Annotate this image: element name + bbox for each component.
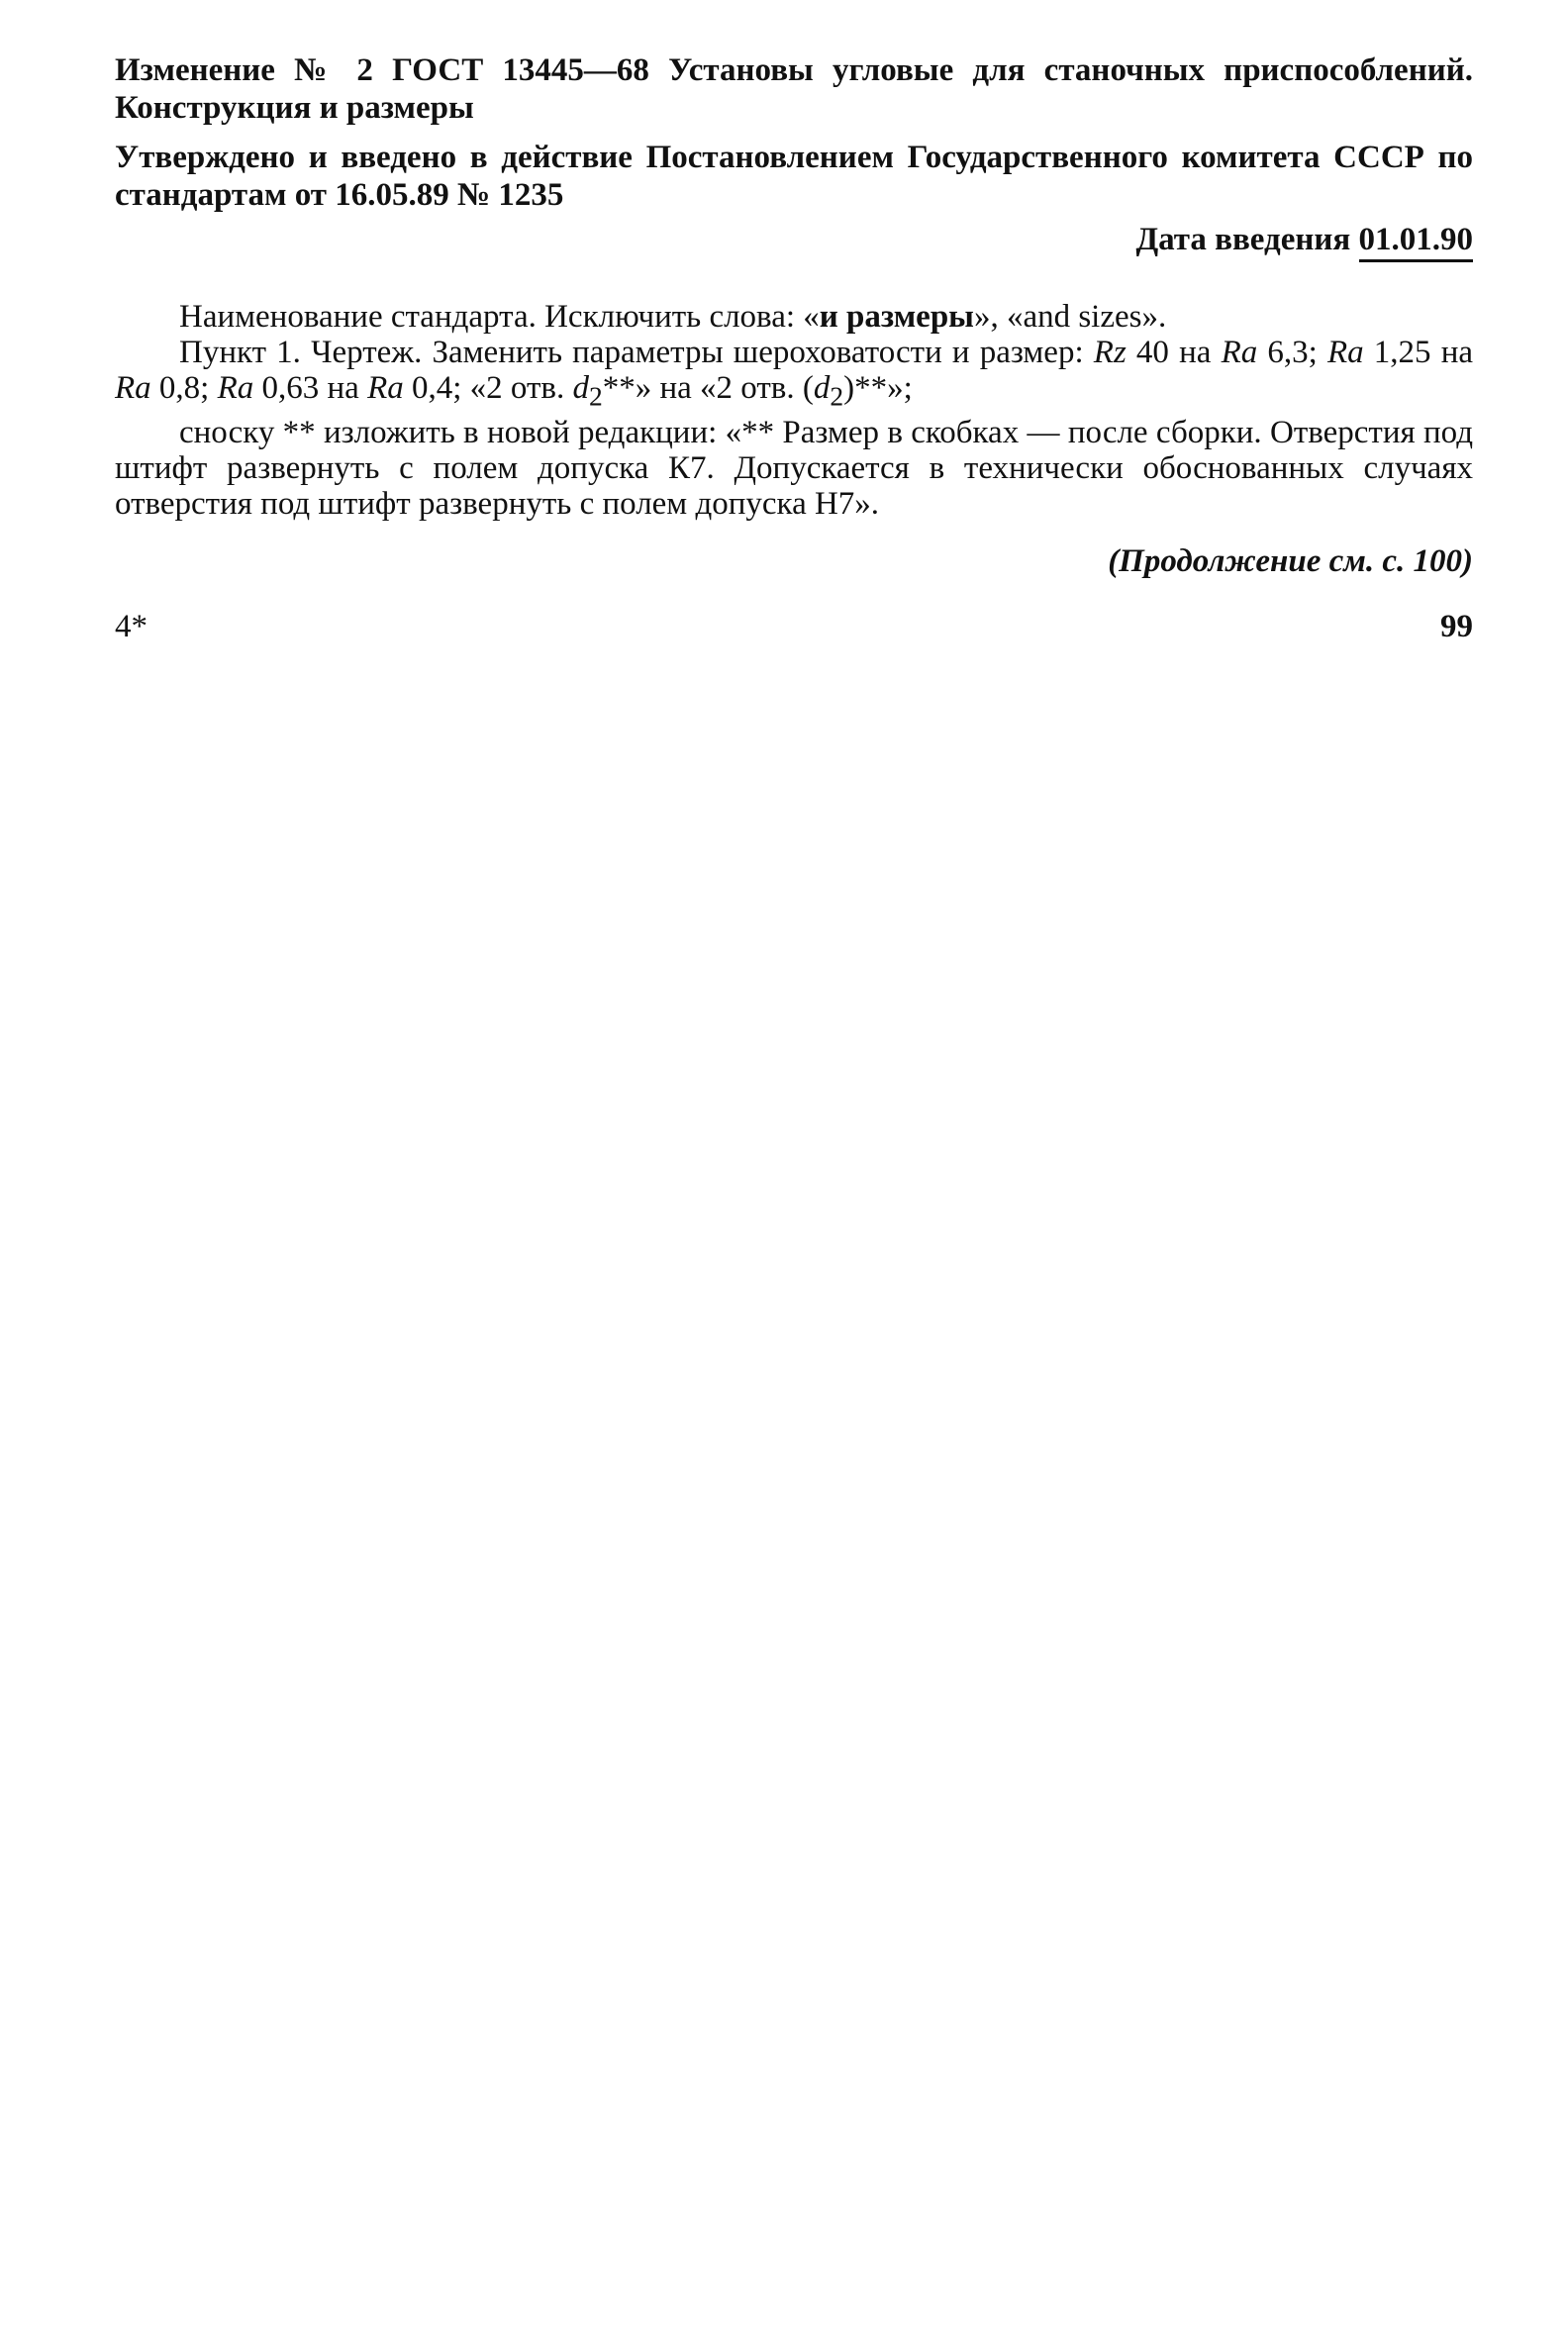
paragraph-item-1: [115, 335, 1473, 415]
symbol-d: d: [813, 370, 831, 406]
symbol-rz: Rz: [1093, 335, 1127, 370]
page-footer: [115, 607, 1473, 650]
paragraph-text: », «and sizes: [973, 299, 1142, 335]
subscript: 2: [589, 380, 603, 412]
paragraph-text: 0,63 на: [253, 370, 368, 406]
approval-statement: Утверждено и введено в действие Постановлением Государственного комитета СССР по стандартам от 16.05.89 № 1235: [115, 140, 1473, 213]
paragraph-title-change: [115, 299, 1473, 335]
document-page: [115, 51, 1473, 650]
paragraph-footnote: сноску ** изложить в новой редакции: «** Размер в скобках — после сборки. Отверстия под штифт развернуть с полем допуска К7. Допускается в технически обоснованных случаях отверстия под штифт развернуть с полем допуска Н7».: [115, 414, 1473, 522]
continuation-note: (Продолжение см. с. 100): [1108, 542, 1473, 579]
subscript: 2: [830, 380, 844, 412]
paragraph-text: Пункт 1. Чертеж. Заменить параметры шероховатости и размер:: [179, 335, 1094, 370]
paragraph-text: ».: [1141, 299, 1167, 335]
symbol-ra: Ra: [115, 370, 151, 406]
effective-date-value: 01.01.90: [1359, 222, 1474, 262]
symbol-ra: Ra: [217, 370, 254, 406]
symbol-ra: Ra: [367, 370, 404, 406]
paragraph-text: Наименование стандарта. Исключить слова: «: [179, 299, 820, 335]
symbol-ra: Ra: [1326, 335, 1364, 370]
symbol-ra: Ra: [1221, 335, 1258, 370]
paragraph-text: 6,3;: [1257, 335, 1327, 370]
paragraph-text: **» на «2 отв. (: [602, 370, 814, 406]
document-title: Изменение № 2 ГОСТ 13445—68 Установы угловые для станочных приспособлений. Конструкция и размеры: [115, 52, 1473, 126]
signature-mark: 4*: [115, 608, 147, 644]
effective-date-label: Дата введения: [1135, 222, 1351, 257]
document-body: [115, 299, 1473, 522]
paragraph-text: 40 на: [1126, 335, 1222, 370]
paragraph-text: 0,4; «2 отв.: [403, 370, 573, 406]
symbol-d: d: [572, 370, 589, 406]
paragraph-text: 0,8;: [150, 370, 218, 406]
paragraph-text: 1,25 на: [1363, 335, 1474, 370]
excluded-words: и размеры: [819, 299, 974, 335]
paragraph-text: )**»;: [843, 370, 913, 406]
effective-date: [115, 220, 1473, 259]
page-number: 99: [1440, 608, 1473, 644]
